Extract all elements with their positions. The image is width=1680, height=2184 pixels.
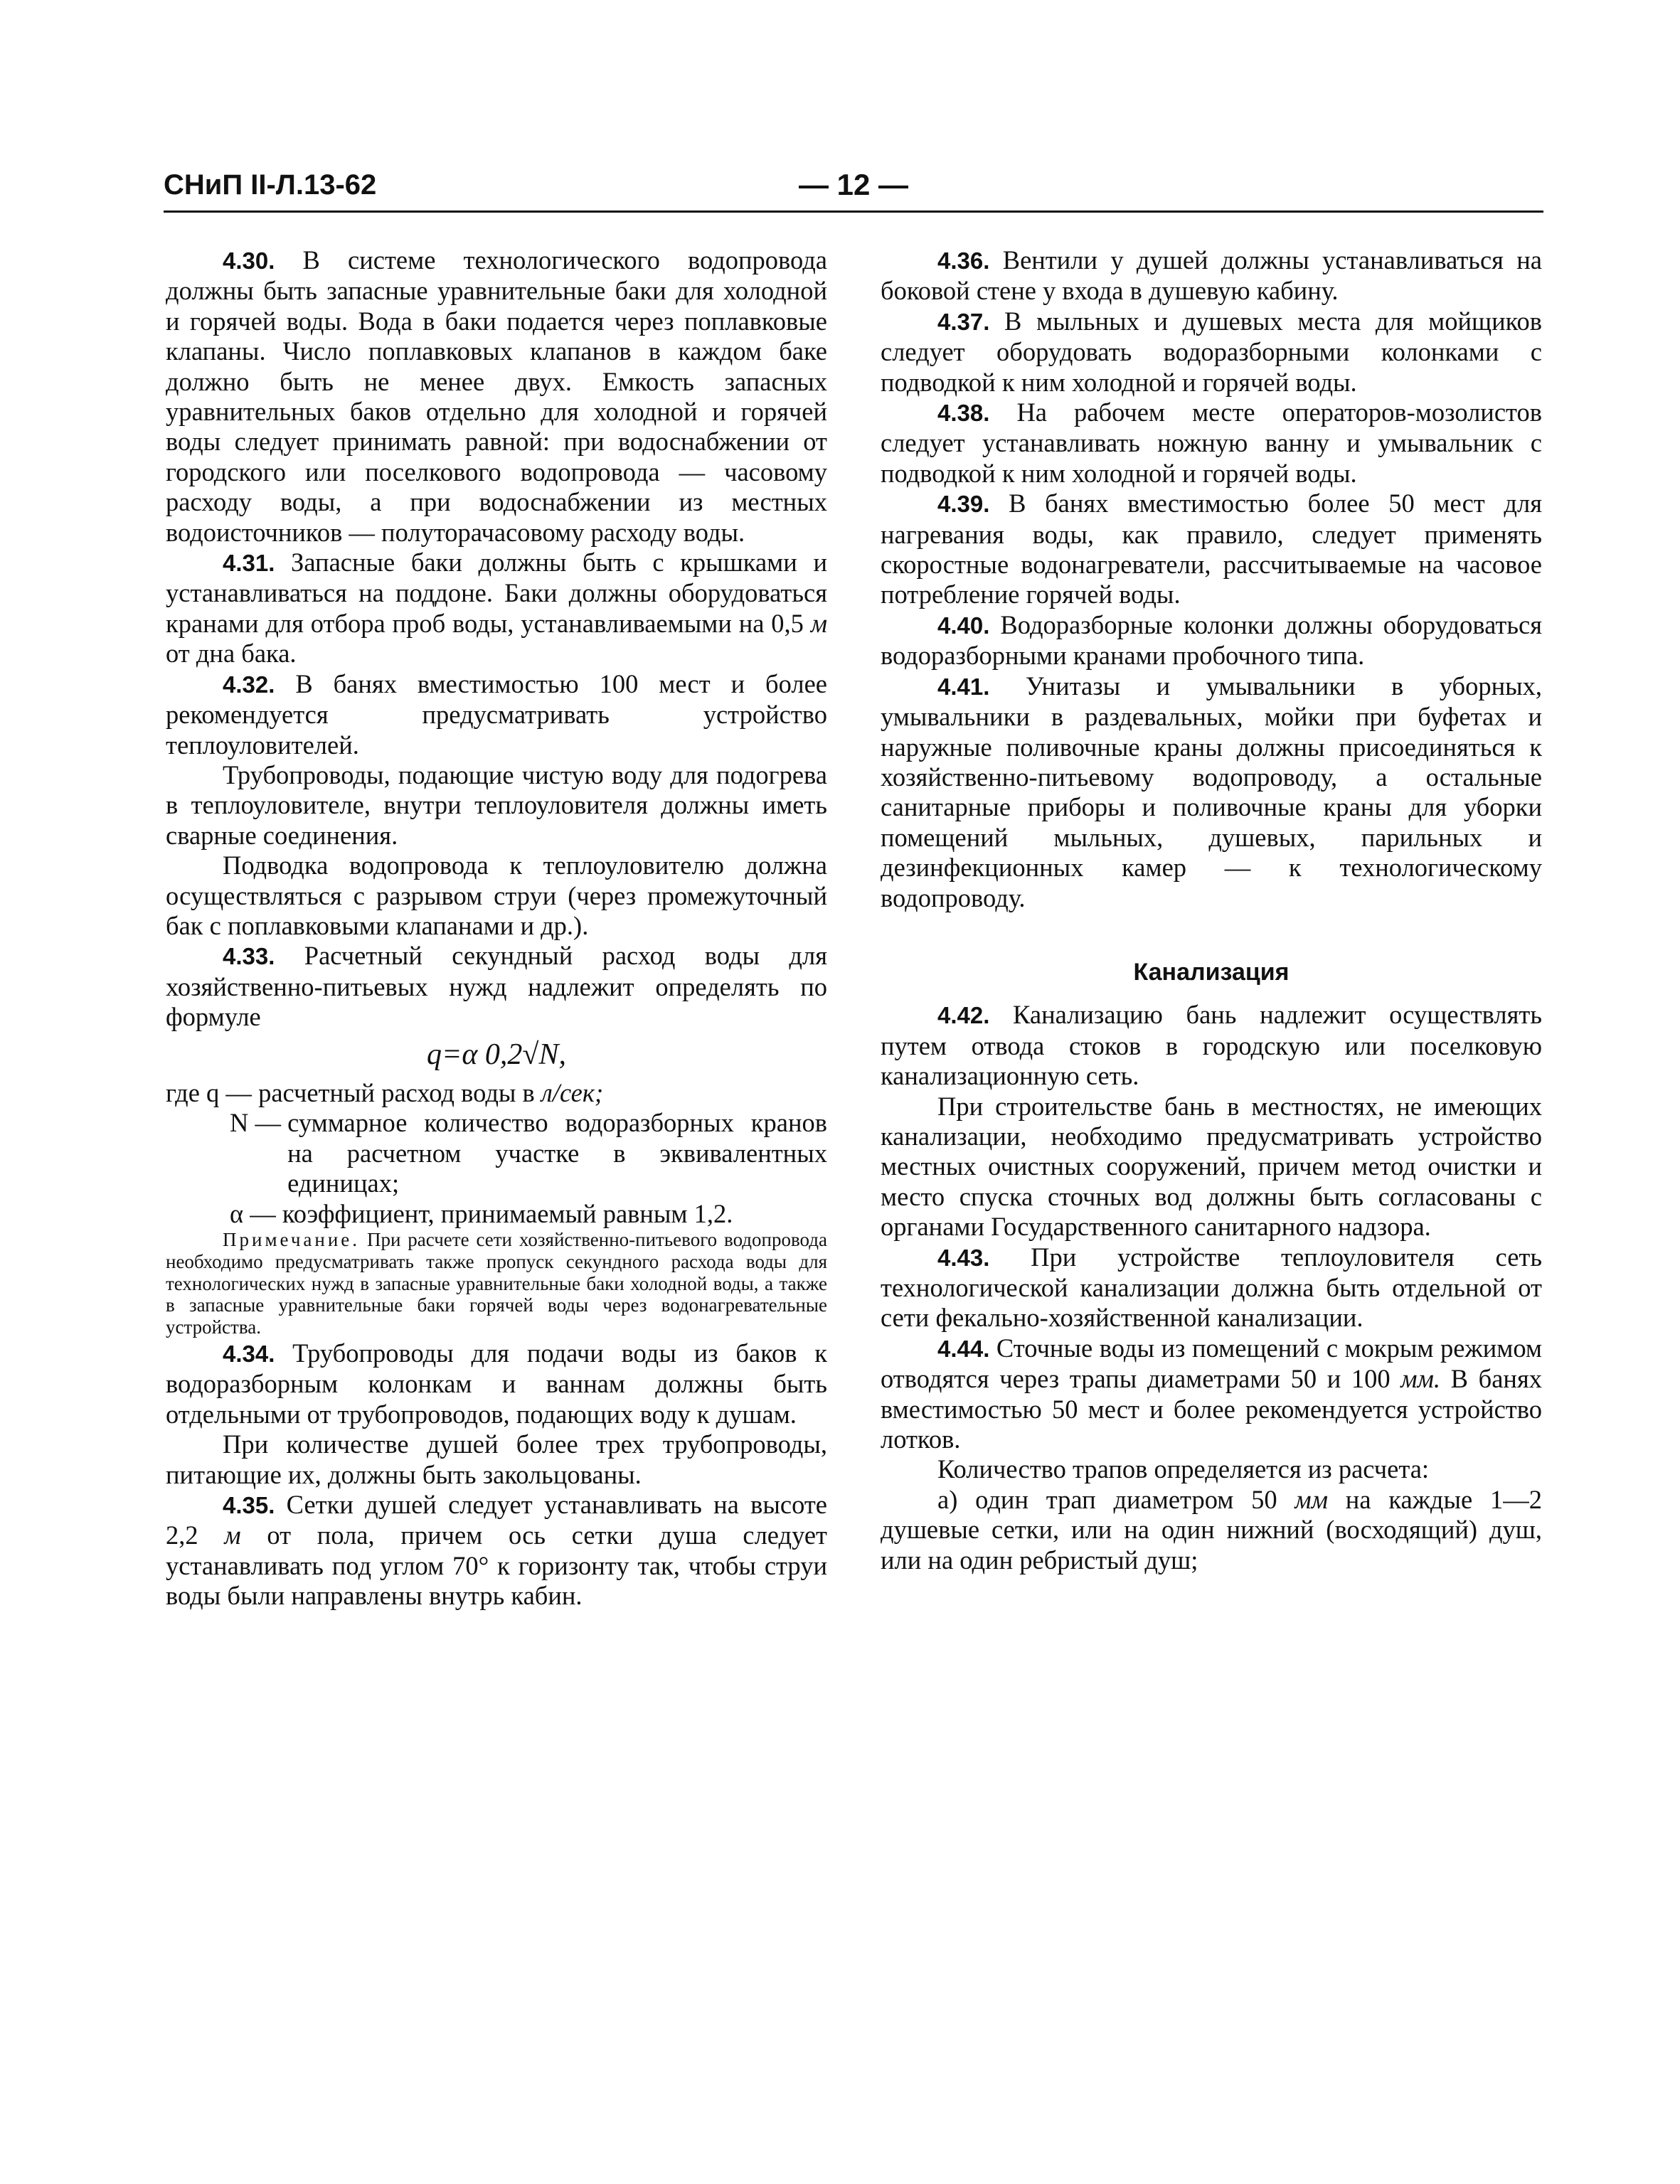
paragraph-text: В системе технологического водопровода должны быть запасные уравнительные баки для холодной и горячей воды. Вода в баки подается через поплавковые клапаны. Число поплавковых клапанов в каждом баке должно быть не менее двух. Емкость запасных уравнительных баков отдельно для холодной и горячей воды следует принимать равной: при водоснабжении от городского или поселкового водопровода — часовому расходу воды, а при водоснабжении из местных водоисточников — полуторачасовому расходу воды. (166, 245, 827, 547)
paragraph-4-36 (881, 245, 1542, 307)
paragraph-text: Канализацию бань надлежит осуществлять путем отвода стоков в городскую или поселковую канализационную сеть. (881, 1000, 1542, 1091)
clause-number: 4.33. (223, 943, 275, 970)
clause-number: 4.35. (223, 1492, 275, 1519)
paragraph-text: Вентили у душей должны устанавливаться на боковой стене у входа в душевую кабину. (881, 245, 1542, 306)
paragraph-text: При устройстве теплоуловителя сеть технологической канализации должна быть отдельной от сети фекально-хозяйственной канализации. (881, 1242, 1542, 1333)
paragraph-4-32 (166, 669, 827, 760)
clause-number: 4.31. (223, 550, 275, 577)
paragraph-4-39 (881, 489, 1542, 610)
paragraph-4-34-b: При количестве душей более трех трубопроводы, питающие их, должны быть закольцованы. (166, 1429, 827, 1489)
clause-number: 4.41. (937, 673, 990, 700)
clause-number: 4.43. (937, 1244, 990, 1271)
paragraph-4-44-c: Количество трапов определяется из расчета: (937, 1454, 1430, 1484)
note-label: Примечание. (223, 1229, 361, 1250)
clause-number: 4.39. (937, 491, 990, 518)
paragraph-4-41 (881, 671, 1542, 913)
clause-number: 4.37. (937, 308, 990, 335)
paragraph-text: Сетки душей следует устанавливать на высоте 2,2 (166, 1490, 827, 1550)
section-heading: Канализация (1133, 958, 1290, 986)
definition-q (166, 1078, 827, 1108)
paragraph-text: от дна бака. (166, 639, 297, 668)
unit-text: м (810, 608, 827, 638)
clause-number: 4.42. (937, 1002, 990, 1029)
unit-text: мм. (1400, 1364, 1441, 1394)
left-column (166, 245, 827, 1612)
clause-number: 4.40. (937, 612, 990, 639)
paragraph-4-33 (166, 941, 827, 1032)
paragraph-4-43 (881, 1242, 1542, 1333)
definition-body: суммарное количество водоразборных кранов на расчетном участке в эквивалентных единицах; (287, 1108, 827, 1198)
definition-text: расчетный расход воды в (258, 1077, 541, 1107)
paragraph-4-30 (166, 245, 827, 548)
paragraph-text: Запасные баки должны быть с крышками и устанавливаться на поддоне. Баки должны оборудоваться кранами для отбора проб воды, устанавливаемыми на 0,5 (166, 548, 827, 638)
note (166, 1229, 827, 1338)
paragraph-text: В банях вместимостью более 50 мест для нагревания воды, как правило, следует применять скоростные водонагреватели, рассчитываемые на часовое потребление горячей воды. (881, 489, 1542, 609)
paragraph-text: В банях вместимостью 100 мест и более рекомендуется предусматривать устройство теплоуловителей. (166, 668, 827, 760)
paragraph-text: Водоразборные колонки должны оборудоваться водоразборными кранами пробочного типа. (881, 609, 1542, 671)
unit-text: мм (1294, 1484, 1329, 1514)
paragraph-text: Унитазы и умывальники в уборных, умывальники в раздевальных, мойки при буфетах и наружные поливочные краны должны присоединяться к хозяйственно-питьевому водопроводу, а остальные санитарные приборы и поливочные краны для уборки помещений мыльных, душевых, парильных и дезинфекционных камер — к технологическому водопроводу. (881, 671, 1542, 912)
paragraph-4-44 (881, 1333, 1542, 1455)
definition-n (166, 1108, 827, 1198)
definition-body: коэффициент, принимаемый равным 1,2. (282, 1198, 733, 1228)
document-code: СНиП II-Л.13-62 (164, 169, 377, 201)
clause-number: 4.34. (223, 1340, 275, 1367)
clause-number: 4.32. (223, 671, 275, 698)
definition-alpha (166, 1199, 827, 1229)
paragraph-4-31 (166, 548, 827, 669)
header-rule (164, 211, 1543, 213)
paragraph-4-44-d (881, 1485, 1542, 1575)
paragraph-4-42 (881, 1000, 1542, 1091)
paragraph-text: а) один трап диаметром 50 (937, 1484, 1295, 1514)
paragraph-4-32-b: Трубопроводы, подающие чистую воду для подогрева в теплоуловителе, внутри теплоуловителя должны иметь сварные соединения. (166, 760, 827, 850)
definition-term: α — (230, 1198, 282, 1228)
paragraph-text: В банях вместимостью 50 мест и более рекомендуется устройство лотков. (881, 1364, 1542, 1454)
formula: q=α 0,2√N, (427, 1038, 566, 1071)
right-column (881, 245, 1542, 1575)
paragraph-text: Сточные воды из помещений с мокрым режимом отводятся через трапы диаметрами 50 и 100 (881, 1333, 1542, 1394)
definitions-list (166, 1078, 827, 1229)
paragraph-4-34 (166, 1338, 827, 1429)
paragraph-text: В мыльных и душевых места для мойщиков следует оборудовать водоразборными колонками с подводкой к ним холодной и горячей воды. (881, 306, 1542, 397)
page-header (164, 165, 1543, 215)
paragraph-4-38 (881, 398, 1542, 489)
paragraph-text: Расчетный секундный расход воды для хозяйственно-питьевых нужд надлежит определять по формуле (166, 941, 827, 1032)
unit-text: л/сек; (541, 1077, 604, 1107)
note-text: При расчете сети хозяйственно-питьевого водопровода необходимо предусматривать также пропуск секундного расхода воды для технологических нужд в запасные уравнительные баки холодной воды, а также в запасные уравнительные баки горячей воды через водонагревательные устройства. (166, 1229, 827, 1338)
paragraph-4-37 (881, 307, 1542, 398)
clause-number: 4.36. (937, 247, 990, 274)
clause-number: 4.38. (937, 400, 990, 427)
paragraph-text: Трубопроводы для подачи воды из баков к водоразборным колонкам и ваннам должны быть отдельными от трубопроводов, подающих воду к душам. (166, 1338, 827, 1429)
definition-term: где q — (166, 1077, 259, 1107)
unit-text: м (224, 1520, 241, 1550)
paragraph-text: На рабочем месте операторов-мозолистов следует устанавливать ножную ванну и умывальник с подводкой к ним холодной и горячей воды. (881, 398, 1542, 488)
clause-number: 4.30. (223, 247, 275, 274)
paragraph-4-40 (881, 610, 1542, 671)
clause-number: 4.44. (937, 1335, 990, 1362)
paragraph-4-32-c: Подводка водопровода к теплоуловителю должна осуществляться с разрывом струи (через промежуточный бак с поплавковыми клапанами и др.). (166, 851, 827, 940)
page-number: — 12 — (798, 168, 909, 201)
paragraph-4-42-b: При строительстве бань в местностях, не имеющих канализации, необходимо предусматривать устройство местных очистных сооружений, причем метод очистки и место спуска сточных вод должны быть согласованы с органами Государственного санитарного надзора. (881, 1091, 1542, 1242)
paragraph-4-35 (166, 1490, 827, 1612)
paragraph-text: от пола, причем ось сетки душа следует устанавливать под углом 70° к горизонту так, чтобы струи воды были направлены внутрь кабин. (166, 1520, 827, 1611)
paragraph-text: на каждые 1—2 душевые сетки, или на один нижний (восходящий) душ, или на один ребристый душ; (881, 1484, 1542, 1575)
definition-body (258, 1078, 827, 1108)
definition-term: N — (230, 1108, 288, 1138)
